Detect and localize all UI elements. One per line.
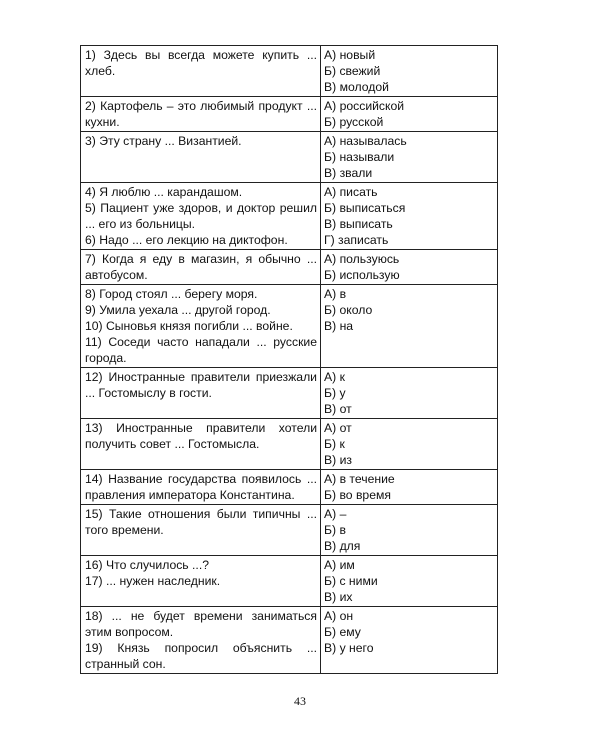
answer-option: А) – bbox=[324, 507, 347, 521]
question-cell bbox=[81, 46, 321, 97]
question-text: 8) Город стоял ... берегу моря. bbox=[85, 287, 258, 301]
question-text: 11) Соседи часто нападали ... русские города. bbox=[85, 335, 317, 365]
answer-option: В) у него bbox=[324, 641, 374, 655]
answer-option: А) российской bbox=[324, 99, 405, 113]
answer-options-cell bbox=[321, 607, 498, 674]
answer-options-cell bbox=[321, 368, 498, 419]
answer-option: В) их bbox=[324, 590, 353, 604]
answer-options-cell bbox=[321, 285, 498, 368]
question-cell bbox=[81, 285, 321, 368]
table-row bbox=[81, 419, 498, 470]
answer-option: А) он bbox=[324, 609, 354, 623]
question-text: 12) Иностранные правители приезжали ... Гостомыслу в гости. bbox=[85, 370, 317, 400]
question-cell bbox=[81, 368, 321, 419]
answer-options-cell bbox=[321, 250, 498, 285]
answer-option: В) молодой bbox=[324, 80, 389, 94]
question-cell bbox=[81, 470, 321, 505]
question-cell bbox=[81, 556, 321, 607]
question-text: 6) Надо ... его лекцию на диктофон. bbox=[85, 233, 288, 247]
answer-option: Б) использую bbox=[324, 268, 400, 282]
question-text: 5) Пациент уже здоров, и доктор решил ... его из больницы. bbox=[85, 201, 317, 231]
answer-options-cell bbox=[321, 505, 498, 556]
question-text: 14) Название государства появилось ... правления императора Константина. bbox=[85, 472, 317, 502]
question-text: 2) Картофель – это любимый продукт ... кухни. bbox=[85, 99, 317, 129]
table-row bbox=[81, 250, 498, 285]
answer-option: А) к bbox=[324, 370, 345, 384]
answer-option: А) писать bbox=[324, 185, 378, 199]
question-text: 9) Умила уехала ... другой город. bbox=[85, 303, 271, 317]
answer-option: Б) у bbox=[324, 386, 346, 400]
table-row bbox=[81, 368, 498, 419]
answer-options-cell bbox=[321, 183, 498, 250]
answer-option: В) на bbox=[324, 319, 354, 333]
answer-options-cell bbox=[321, 132, 498, 183]
question-cell bbox=[81, 607, 321, 674]
answer-option: Б) с ними bbox=[324, 574, 378, 588]
answer-option: В) звали bbox=[324, 166, 373, 180]
table-row bbox=[81, 97, 498, 132]
table-row bbox=[81, 183, 498, 250]
answer-option: А) новый bbox=[324, 48, 376, 62]
answer-option: Б) ему bbox=[324, 625, 361, 639]
answer-option: А) в bbox=[324, 287, 347, 301]
table-row bbox=[81, 607, 498, 674]
exercise-table bbox=[80, 45, 498, 674]
question-cell bbox=[81, 419, 321, 470]
question-cell bbox=[81, 183, 321, 250]
answer-option: А) пользуюсь bbox=[324, 252, 400, 266]
answer-options-cell bbox=[321, 46, 498, 97]
answer-option: В) от bbox=[324, 402, 352, 416]
answer-option: А) им bbox=[324, 558, 355, 572]
answer-options-cell bbox=[321, 419, 498, 470]
question-text: 3) Эту страну ... Византией. bbox=[85, 134, 242, 148]
answer-option: А) от bbox=[324, 421, 352, 435]
table-row bbox=[81, 556, 498, 607]
answer-option: Б) около bbox=[324, 303, 373, 317]
answer-option: В) выписать bbox=[324, 217, 393, 231]
answer-option: Г) записать bbox=[324, 233, 389, 247]
answer-option: Б) выписаться bbox=[324, 201, 406, 215]
question-cell bbox=[81, 132, 321, 183]
question-text: 17) ... нужен наследник. bbox=[85, 574, 221, 588]
table-row bbox=[81, 46, 498, 97]
answer-option: Б) свежий bbox=[324, 64, 381, 78]
question-cell bbox=[81, 97, 321, 132]
question-text: 4) Я люблю ... карандашом. bbox=[85, 185, 243, 199]
answer-option: В) из bbox=[324, 453, 352, 467]
answer-options-cell bbox=[321, 470, 498, 505]
answer-option: Б) к bbox=[324, 437, 345, 451]
answer-option: Б) во время bbox=[324, 488, 391, 502]
answer-option: Б) русской bbox=[324, 115, 384, 129]
answer-option: В) для bbox=[324, 539, 361, 553]
question-text: 13) Иностранные правители хотели получить совет ... Гостомысла. bbox=[85, 421, 317, 451]
question-cell bbox=[81, 505, 321, 556]
answer-options-cell bbox=[321, 97, 498, 132]
question-cell bbox=[81, 250, 321, 285]
answer-option: А) называлась bbox=[324, 134, 407, 148]
page-number: 43 bbox=[294, 694, 306, 708]
answer-options-cell bbox=[321, 556, 498, 607]
question-text: 10) Сыновья князя погибли ... войне. bbox=[85, 319, 293, 333]
question-text: 15) Такие отношения были типичны ... того времени. bbox=[85, 507, 317, 537]
question-text: 7) Когда я еду в магазин, я обычно ... автобусом. bbox=[85, 252, 317, 282]
answer-option: А) в течение bbox=[324, 472, 395, 486]
table-row bbox=[81, 132, 498, 183]
answer-option: Б) называли bbox=[324, 150, 395, 164]
table-row bbox=[81, 470, 498, 505]
answer-option: Б) в bbox=[324, 523, 346, 537]
table-row bbox=[81, 285, 498, 368]
question-text: 16) Что случилось ...? bbox=[85, 558, 209, 572]
question-text: 19) Князь попросил объяснить ... странный сон. bbox=[85, 641, 317, 671]
table-row bbox=[81, 505, 498, 556]
question-text: 18) ... не будет времени заниматься этим вопросом. bbox=[85, 609, 317, 639]
question-text: 1) Здесь вы всегда можете купить ... хлеб. bbox=[85, 48, 317, 78]
